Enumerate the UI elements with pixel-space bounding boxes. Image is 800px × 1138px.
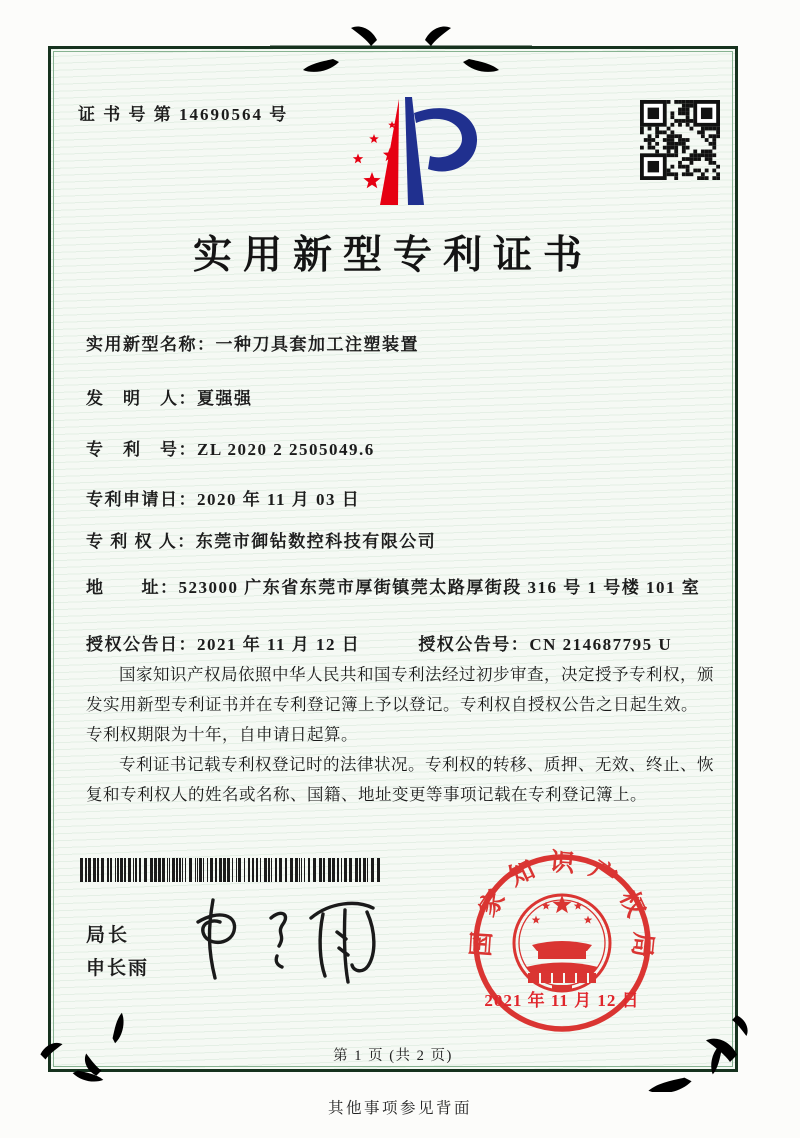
field-label: 地 址： [86, 578, 179, 597]
commissioner-name: 申长雨 [86, 958, 150, 979]
commissioner-signature-icon [185, 888, 400, 996]
field-label: 授权公告号： [418, 635, 530, 654]
field-value: 523000 广东省东莞市厚街镇莞太路厚街段 316 号 1 号楼 101 室 [178, 578, 701, 597]
field-value: CN 214687795 U [529, 635, 673, 654]
field-row-address [86, 576, 726, 601]
field-row-inventor [86, 384, 253, 409]
legal-text-block [86, 660, 714, 810]
field-value: 夏强强 [197, 389, 253, 408]
legal-paragraph-1: 国家知识产权局依照中华人民共和国专利法经过初步审查，决定授予专利权，颁发实用新型专利证书并在专利登记簿上予以登记。专利权自授权公告之日起生效。专利权期限为十年，自申请日起算。 [86, 665, 714, 745]
field-row-utility-model-name [86, 330, 419, 355]
qr-code-icon [640, 100, 720, 180]
cnipa-logo-icon [332, 94, 482, 214]
field-label: 授权公告日： [86, 635, 197, 654]
field-row-patentee [86, 527, 436, 552]
page-number-info: 第 1 页 (共 2 页) [333, 1048, 453, 1064]
legal-paragraph-2: 专利证书记载专利权登记时的法律状况。专利权的转移、质押、无效、终止、恢复和专利权人的姓名或名称、国籍、地址变更等事项记载在专利登记簿上。 [86, 755, 714, 805]
field-row-filing-date [86, 485, 360, 510]
field-label: 专 利 权 人： [86, 532, 196, 551]
field-label: 发 明 人： [86, 389, 197, 408]
field-row-patent-number [86, 435, 375, 460]
certificate-number: 证 书 号 第 14690564 号 [78, 105, 289, 124]
seal-date: 2021 年 11 月 12 日 [484, 991, 640, 1010]
field-value: ZL 2020 2 2505049.6 [197, 440, 375, 459]
field-value: 东莞市御钻数控科技有限公司 [195, 532, 437, 551]
field-value: 2021 年 11 月 12 日 [197, 635, 361, 654]
field-label: 实用新型名称： [86, 335, 216, 354]
certificate-title: 实用新型专利证书 [192, 234, 593, 277]
field-row-grant-date-and-number [86, 630, 672, 655]
official-seal-icon [462, 843, 662, 1043]
field-value: 一种刀具套加工注塑装置 [215, 335, 419, 354]
commissioner-title: 局长 [86, 925, 131, 946]
barcode-icon [80, 858, 385, 882]
field-value: 2020 年 11 月 03 日 [197, 490, 361, 509]
seal-agency-text: 国家知识产权局 [467, 848, 657, 972]
field-label: 专利申请日： [86, 490, 197, 509]
back-side-note: 其他事项参见背面 [327, 1100, 472, 1117]
field-label: 专 利 号： [86, 440, 197, 459]
